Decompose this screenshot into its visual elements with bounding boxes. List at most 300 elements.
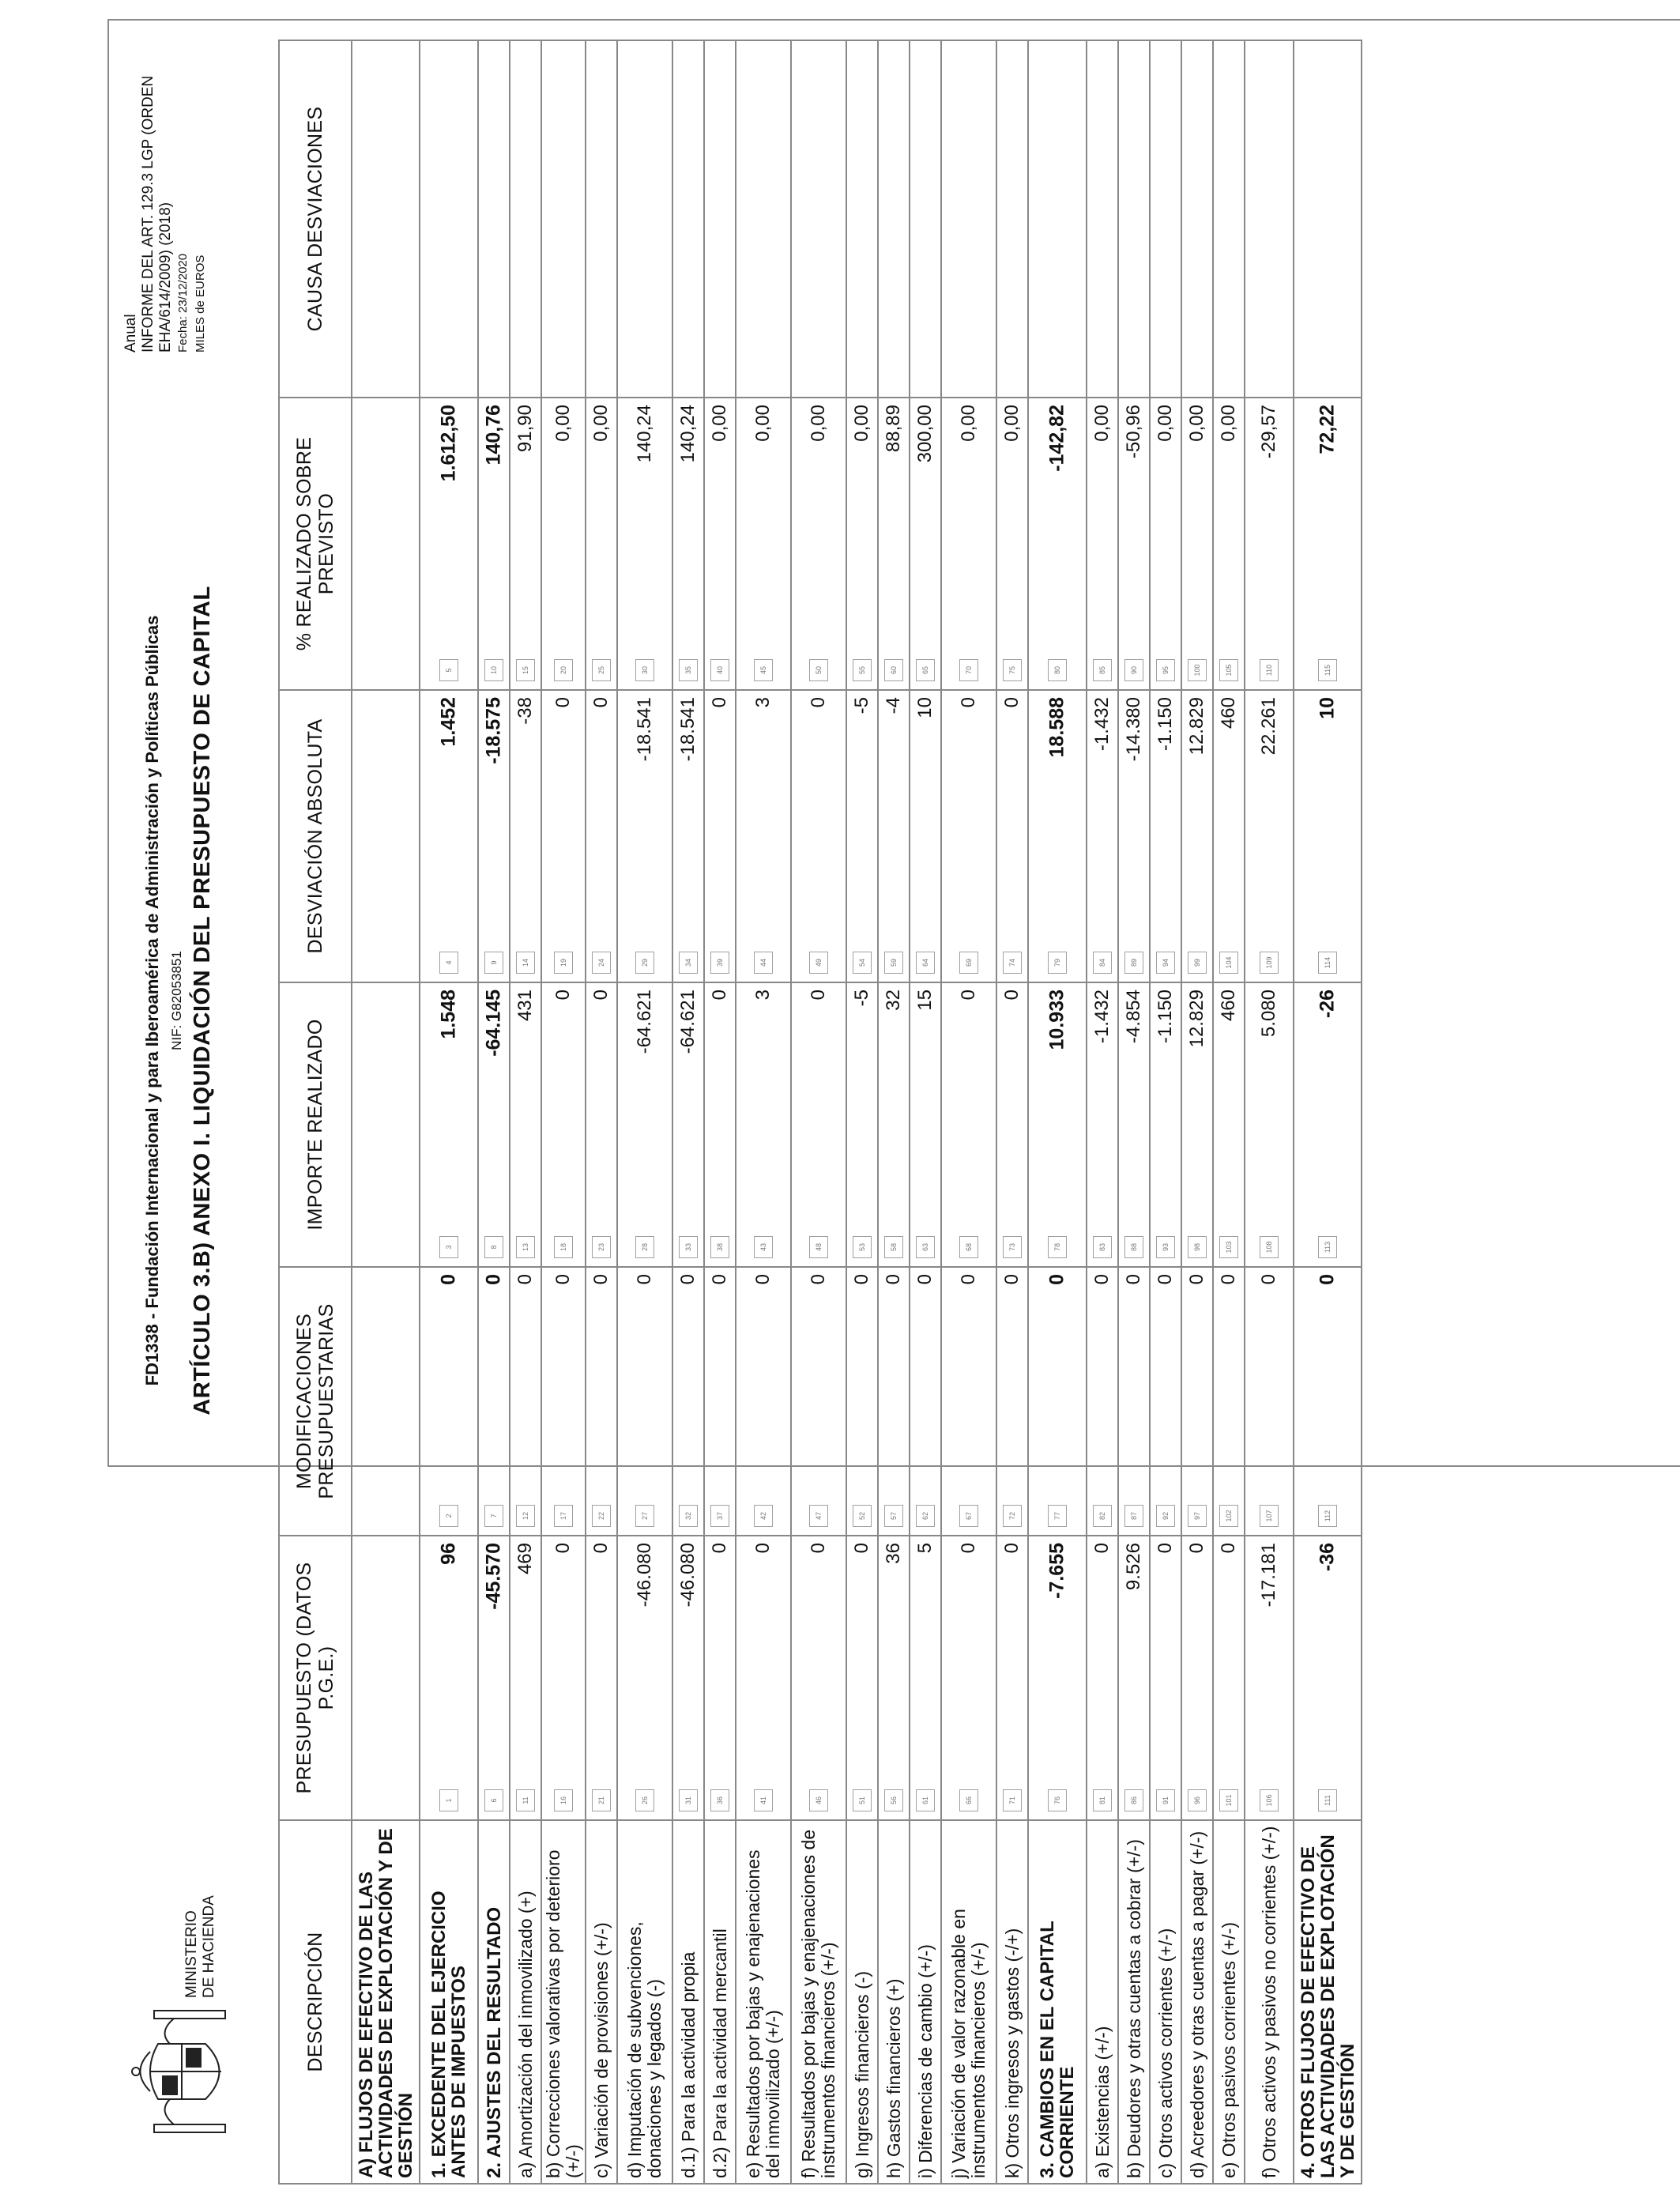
row-description: a) Amortización del inmovilizado (+) (510, 1820, 541, 2184)
cell-index-box: 72 (1003, 1505, 1022, 1527)
value-cell (510, 1536, 541, 1820)
cell-value: 0 (552, 1543, 574, 1554)
rotated-report (0, 32, 1580, 2194)
value-cell (1028, 690, 1087, 982)
value-cell (941, 398, 996, 690)
cell-index-box: 17 (554, 1505, 573, 1527)
value-cell (1118, 982, 1150, 1267)
causa-cell (420, 40, 478, 398)
cell-value: 0 (590, 990, 612, 1001)
cell-index-box: 76 (1048, 1789, 1067, 1811)
cell-index-box: 56 (884, 1789, 903, 1811)
value-cell (1087, 982, 1118, 1267)
table-row (617, 40, 672, 2184)
value-cell (352, 398, 420, 690)
cell-value: 88,89 (883, 405, 904, 453)
cell-index-box: 5 (439, 659, 458, 681)
cell-value: 0 (709, 990, 730, 1001)
cell-value: 0,00 (1091, 405, 1113, 442)
cell-index-box: 11 (516, 1789, 535, 1811)
value-cell (352, 1536, 420, 1820)
cell-value: -29,57 (1258, 405, 1279, 459)
value-cell (704, 1267, 736, 1536)
cell-value: 0 (808, 1543, 829, 1554)
cell-index-box: 92 (1156, 1505, 1175, 1527)
cell-value: -4.854 (1123, 990, 1144, 1044)
cell-index-box: 62 (916, 1505, 935, 1527)
cell-value: -18.541 (634, 697, 655, 762)
cell-index-box: 1 (439, 1789, 458, 1811)
cell-index-box: 104 (1219, 952, 1238, 974)
cell-index-box: 57 (884, 1505, 903, 1527)
value-cell (586, 398, 617, 690)
cell-value: 0,00 (1001, 405, 1023, 442)
cell-index-box: 52 (853, 1505, 872, 1527)
value-cell (1028, 1267, 1087, 1536)
value-cell (1150, 690, 1181, 982)
cell-index-box: 81 (1093, 1789, 1112, 1811)
cell-value: 0 (914, 1274, 936, 1285)
cell-index-box: 12 (516, 1505, 535, 1527)
row-description: c) Variación de provisiones (+/-) (586, 1820, 617, 2184)
value-cell (1087, 398, 1118, 690)
value-cell (1118, 1267, 1150, 1536)
cell-value: -14.380 (1123, 697, 1144, 762)
cell-value: 5.080 (1258, 990, 1279, 1038)
value-cell (996, 1267, 1028, 1536)
cell-index-box: 100 (1188, 659, 1207, 681)
cell-index-box: 112 (1318, 1505, 1337, 1527)
cell-index-box: 38 (710, 1236, 729, 1258)
table-row (541, 40, 586, 2184)
value-cell (846, 982, 878, 1267)
value-cell (420, 982, 478, 1267)
cell-index-box: 58 (884, 1236, 903, 1258)
causa-cell (672, 40, 704, 398)
cell-value: 10 (1316, 697, 1339, 719)
causa-cell (704, 40, 736, 398)
causa-cell (541, 40, 586, 398)
cell-index-box: 87 (1124, 1505, 1143, 1527)
value-cell (586, 982, 617, 1267)
cell-index-box: 63 (916, 1236, 935, 1258)
value-cell (791, 1267, 846, 1536)
table-row (510, 40, 541, 2184)
cell-index-box: 29 (635, 952, 654, 974)
cell-value: 3 (752, 697, 774, 708)
cell-value: -17.181 (1258, 1543, 1279, 1608)
cell-index-box: 106 (1260, 1789, 1279, 1811)
cell-index-box: 27 (635, 1505, 654, 1527)
causa-cell (1118, 40, 1150, 398)
causa-cell (941, 40, 996, 398)
cell-index-box: 48 (809, 1236, 828, 1258)
value-cell (878, 982, 910, 1267)
causa-cell (878, 40, 910, 398)
cell-index-box: 105 (1219, 659, 1238, 681)
value-cell (878, 1536, 910, 1820)
cell-index-box: 66 (959, 1789, 978, 1811)
value-cell (586, 1536, 617, 1820)
cell-value: 460 (1218, 990, 1239, 1022)
cell-index-box: 101 (1219, 1789, 1238, 1811)
value-cell (846, 690, 878, 982)
cell-index-box: 73 (1003, 1236, 1022, 1258)
cell-index-box: 36 (710, 1789, 729, 1811)
cell-index-box: 35 (679, 659, 698, 681)
cell-value: 460 (1218, 697, 1239, 729)
cell-index-box: 55 (853, 659, 872, 681)
cell-index-box: 68 (959, 1236, 978, 1258)
value-cell (1294, 982, 1362, 1267)
nif: NIF: G82053851 (169, 951, 184, 1050)
cell-value: 0,00 (958, 405, 979, 442)
cell-value: -45.570 (482, 1543, 505, 1610)
value-cell (704, 398, 736, 690)
cell-index-box: 114 (1318, 952, 1337, 974)
row-description: f) Resultados por bajas y enajenaciones de instrumentos financieros (+/-) (791, 1820, 846, 2184)
table-row (910, 40, 941, 2184)
table-row (1118, 40, 1150, 2184)
cell-value: -1.150 (1155, 697, 1176, 752)
ministry-name: MINISTERIO DE HACIENDA (183, 1895, 217, 1998)
cell-index-box: 6 (484, 1789, 503, 1811)
row-description: k) Otros ingresos y gastos (-/+) (996, 1820, 1028, 2184)
value-cell (1087, 690, 1118, 982)
row-description: d) Acreedores y otras cuentas a pagar (+/-) (1181, 1820, 1213, 2184)
value-cell (1150, 1267, 1181, 1536)
cell-index-box: 79 (1048, 952, 1067, 974)
cell-index-box: 88 (1124, 1236, 1143, 1258)
causa-cell (791, 40, 846, 398)
cell-value: 140,24 (677, 405, 699, 463)
cell-value: 0 (1155, 1274, 1176, 1285)
row-description: d.1) Para la actividad propia (672, 1820, 704, 2184)
value-cell (1181, 398, 1213, 690)
value-cell (846, 1267, 878, 1536)
value-cell (672, 690, 704, 982)
cell-value: -64.145 (482, 990, 505, 1057)
value-cell (586, 1267, 617, 1536)
cell-value: -18.541 (677, 697, 699, 762)
value-cell (878, 1267, 910, 1536)
value-cell (941, 1536, 996, 1820)
value-cell (791, 1536, 846, 1820)
cell-index-box: 111 (1318, 1789, 1337, 1811)
value-cell (1028, 1536, 1087, 1820)
cell-value: 300,00 (914, 405, 936, 463)
row-description: c) Otros activos corrientes (+/-) (1150, 1820, 1181, 2184)
cell-value: 0 (1155, 1543, 1176, 1554)
cell-value: 0 (1001, 1274, 1023, 1285)
value-cell (1213, 982, 1245, 1267)
table-row (1181, 40, 1213, 2184)
cell-index-box: 16 (554, 1789, 573, 1811)
cell-value: 0 (482, 1274, 505, 1285)
cell-index-box: 47 (809, 1505, 828, 1527)
value-cell (672, 982, 704, 1267)
cell-index-box: 7 (484, 1505, 503, 1527)
cell-value: 9.526 (1123, 1543, 1144, 1591)
value-cell (617, 398, 672, 690)
value-cell (510, 982, 541, 1267)
cell-value: 0 (1091, 1274, 1113, 1285)
cell-value: 1.612,50 (437, 405, 460, 482)
value-cell (1118, 690, 1150, 982)
table-row (736, 40, 791, 2184)
cell-index-box: 70 (959, 659, 978, 681)
causa-cell (478, 40, 510, 398)
cell-value: 0 (1045, 1274, 1068, 1285)
table-row (704, 40, 736, 2184)
value-cell (478, 690, 510, 982)
cell-value: 140,24 (634, 405, 655, 463)
table-row (1294, 40, 1362, 2184)
cell-index-box: 25 (592, 659, 611, 681)
cell-value: 32 (883, 990, 904, 1011)
cell-index-box: 50 (809, 659, 828, 681)
cell-value: 0 (883, 1274, 904, 1285)
value-cell (478, 398, 510, 690)
cell-value: 0 (958, 1274, 979, 1285)
value-cell (1118, 1536, 1150, 1820)
cell-value: 469 (514, 1543, 536, 1575)
cell-value: -7.655 (1045, 1543, 1068, 1599)
cell-index-box: 24 (592, 952, 611, 974)
value-cell (1028, 398, 1087, 690)
cell-index-box: 9 (484, 952, 503, 974)
cell-value: 36 (883, 1543, 904, 1564)
table-header-row (279, 40, 352, 2184)
row-description: 4. OTROS FLUJOS DE EFECTIVO DE LAS ACTIVIDADES DE EXPLOTACIÓN Y DE GESTIÓN (1294, 1820, 1362, 2184)
cell-index-box: 45 (754, 659, 773, 681)
causa-cell (1213, 40, 1245, 398)
cell-index-box: 86 (1124, 1789, 1143, 1811)
col-causa: CAUSA DESVIACIONES (279, 40, 352, 398)
cell-index-box: 33 (679, 1236, 698, 1258)
cell-index-box: 69 (959, 952, 978, 974)
cell-index-box: 108 (1260, 1236, 1279, 1258)
cell-value: 0 (437, 1274, 460, 1285)
cell-index-box: 65 (916, 659, 935, 681)
cell-value: 12.829 (1186, 697, 1207, 756)
value-cell (1181, 690, 1213, 982)
value-cell (1181, 1536, 1213, 1820)
cell-value: 0,00 (1218, 405, 1239, 442)
cell-index-box: 71 (1003, 1789, 1022, 1811)
cell-index-box: 109 (1260, 952, 1279, 974)
cell-value: 140,76 (482, 405, 505, 466)
cell-value: -46.080 (634, 1543, 655, 1608)
value-cell (617, 982, 672, 1267)
value-cell (791, 690, 846, 982)
cell-value: 0,00 (709, 405, 730, 442)
cell-index-box: 34 (679, 952, 698, 974)
cell-value: 0 (1001, 1543, 1023, 1554)
cell-value: -4 (883, 697, 904, 714)
cell-index-box: 26 (635, 1789, 654, 1811)
value-cell (1294, 398, 1362, 690)
cell-value: -1.150 (1155, 990, 1176, 1044)
cell-index-box: 42 (754, 1505, 773, 1527)
table-row (791, 40, 846, 2184)
coat-of-arms-icon (126, 2004, 245, 2139)
value-cell (736, 398, 791, 690)
cell-value: 0 (752, 1274, 774, 1285)
value-cell (617, 1267, 672, 1536)
cell-index-box: 37 (710, 1505, 729, 1527)
table-row (1213, 40, 1245, 2184)
value-cell (996, 690, 1028, 982)
value-cell (1294, 1267, 1362, 1536)
cell-value: 0 (808, 990, 829, 1001)
row-description: h) Gastos financieros (+) (878, 1820, 910, 2184)
value-cell (704, 1536, 736, 1820)
cell-value: 0 (709, 1274, 730, 1285)
value-cell (941, 982, 996, 1267)
cell-index-box: 28 (635, 1236, 654, 1258)
row-description: e) Otros pasivos corrientes (+/-) (1213, 1820, 1245, 2184)
value-cell (910, 398, 941, 690)
table-row (1245, 40, 1294, 2184)
cell-index-box: 103 (1219, 1236, 1238, 1258)
row-description: b) Correcciones valorativas por deterioro (+/-) (541, 1820, 586, 2184)
value-cell (878, 398, 910, 690)
cell-value: 0 (958, 697, 979, 708)
value-cell (352, 1267, 420, 1536)
value-cell (541, 398, 586, 690)
cell-index-box: 2 (439, 1505, 458, 1527)
col-importe: IMPORTE REALIZADO (279, 982, 352, 1267)
row-description: d) Imputación de subvenciones, donaciones y legados (-) (617, 1820, 672, 2184)
cell-value: 0,00 (808, 405, 829, 442)
value-cell (996, 982, 1028, 1267)
cell-value: 15 (914, 990, 936, 1011)
cell-value: 0,00 (752, 405, 774, 442)
cell-value: 3 (752, 990, 774, 1001)
cell-value: 22.261 (1258, 697, 1279, 756)
value-cell (617, 1536, 672, 1820)
table-row (996, 40, 1028, 2184)
value-cell (478, 1536, 510, 1820)
cell-index-box: 32 (679, 1505, 698, 1527)
cell-index-box: 59 (884, 952, 903, 974)
cell-index-box: 15 (516, 659, 535, 681)
row-description: j) Variación de valor razonable en instrumentos financieros (+/-) (941, 1820, 996, 2184)
value-cell (1181, 982, 1213, 1267)
causa-cell (736, 40, 791, 398)
cell-value: -1.432 (1091, 990, 1113, 1044)
cell-value: 0 (552, 697, 574, 708)
cell-index-box: 74 (1003, 952, 1022, 974)
value-cell (672, 1536, 704, 1820)
value-cell (478, 1267, 510, 1536)
cell-index-box: 51 (853, 1789, 872, 1811)
cell-index-box: 13 (516, 1236, 535, 1258)
row-description: i) Diferencias de cambio (+/-) (910, 1820, 941, 2184)
causa-cell (617, 40, 672, 398)
cell-value: -1.432 (1091, 697, 1113, 752)
cell-index-box: 94 (1156, 952, 1175, 974)
value-cell (510, 398, 541, 690)
value-cell (541, 982, 586, 1267)
cell-value: 0 (514, 1274, 536, 1285)
value-cell (996, 398, 1028, 690)
cell-value: 72,22 (1316, 405, 1339, 454)
value-cell (910, 982, 941, 1267)
value-cell (1213, 690, 1245, 982)
row-description: d.2) Para la actividad mercantil (704, 1820, 736, 2184)
cell-index-box: 75 (1003, 659, 1022, 681)
cell-value: -142,82 (1045, 405, 1068, 472)
cell-index-box: 40 (710, 659, 729, 681)
cell-index-box: 80 (1048, 659, 1067, 681)
causa-cell (1028, 40, 1087, 398)
cell-value: -36 (1316, 1543, 1339, 1572)
table-row (478, 40, 510, 2184)
cell-index-box: 84 (1093, 952, 1112, 974)
cell-index-box: 18 (554, 1236, 573, 1258)
cell-value: 0 (590, 697, 612, 708)
value-cell (352, 690, 420, 982)
value-cell (846, 398, 878, 690)
cell-index-box: 91 (1156, 1789, 1175, 1811)
page-title: ARTÍCULO 3.B) ANEXO I. LIQUIDACIÓN DEL PRESUPUESTO DE CAPITAL (190, 586, 215, 1416)
cell-index-box: 89 (1124, 952, 1143, 974)
cell-value: 0 (1258, 1274, 1279, 1285)
cell-value: 0 (1001, 990, 1023, 1001)
cell-value: 0 (677, 1274, 699, 1285)
cell-index-box: 14 (516, 952, 535, 974)
value-cell (586, 690, 617, 982)
cell-index-box: 3 (439, 1236, 458, 1258)
value-cell (736, 690, 791, 982)
causa-cell (910, 40, 941, 398)
cell-index-box: 83 (1093, 1236, 1112, 1258)
cell-value: 0,00 (1186, 405, 1207, 442)
cell-index-box: 22 (592, 1505, 611, 1527)
cell-value: 1.452 (437, 697, 460, 747)
table-row (1087, 40, 1118, 2184)
causa-cell (510, 40, 541, 398)
value-cell (1150, 1536, 1181, 1820)
cell-value: 0 (958, 990, 979, 1001)
cell-value: -50,96 (1123, 405, 1144, 459)
table-row (352, 40, 420, 2184)
table-row (1028, 40, 1087, 2184)
cell-index-box: 41 (754, 1789, 773, 1811)
cell-index-box: 67 (959, 1505, 978, 1527)
cell-index-box: 43 (754, 1236, 773, 1258)
causa-cell (586, 40, 617, 398)
cell-index-box: 20 (554, 659, 573, 681)
value-cell (736, 1536, 791, 1820)
cell-index-box: 78 (1048, 1236, 1067, 1258)
cell-value: 0 (552, 1274, 574, 1285)
table-row (941, 40, 996, 2184)
cell-index-box: 93 (1156, 1236, 1175, 1258)
cell-value: 431 (514, 990, 536, 1022)
cell-index-box: 30 (635, 659, 654, 681)
cell-value: 91,90 (514, 405, 536, 453)
table-row (878, 40, 910, 2184)
cell-value: 0 (552, 990, 574, 1001)
value-cell (941, 1267, 996, 1536)
row-description: A) FLUJOS DE EFECTIVO DE LAS ACTIVIDADES DE EXPLOTACIÓN Y DE GESTIÓN (352, 1820, 420, 2184)
causa-cell (1087, 40, 1118, 398)
value-cell (420, 1267, 478, 1536)
col-modificaciones: MODIFICACIONES PRESUPUESTARIAS (279, 1267, 352, 1536)
